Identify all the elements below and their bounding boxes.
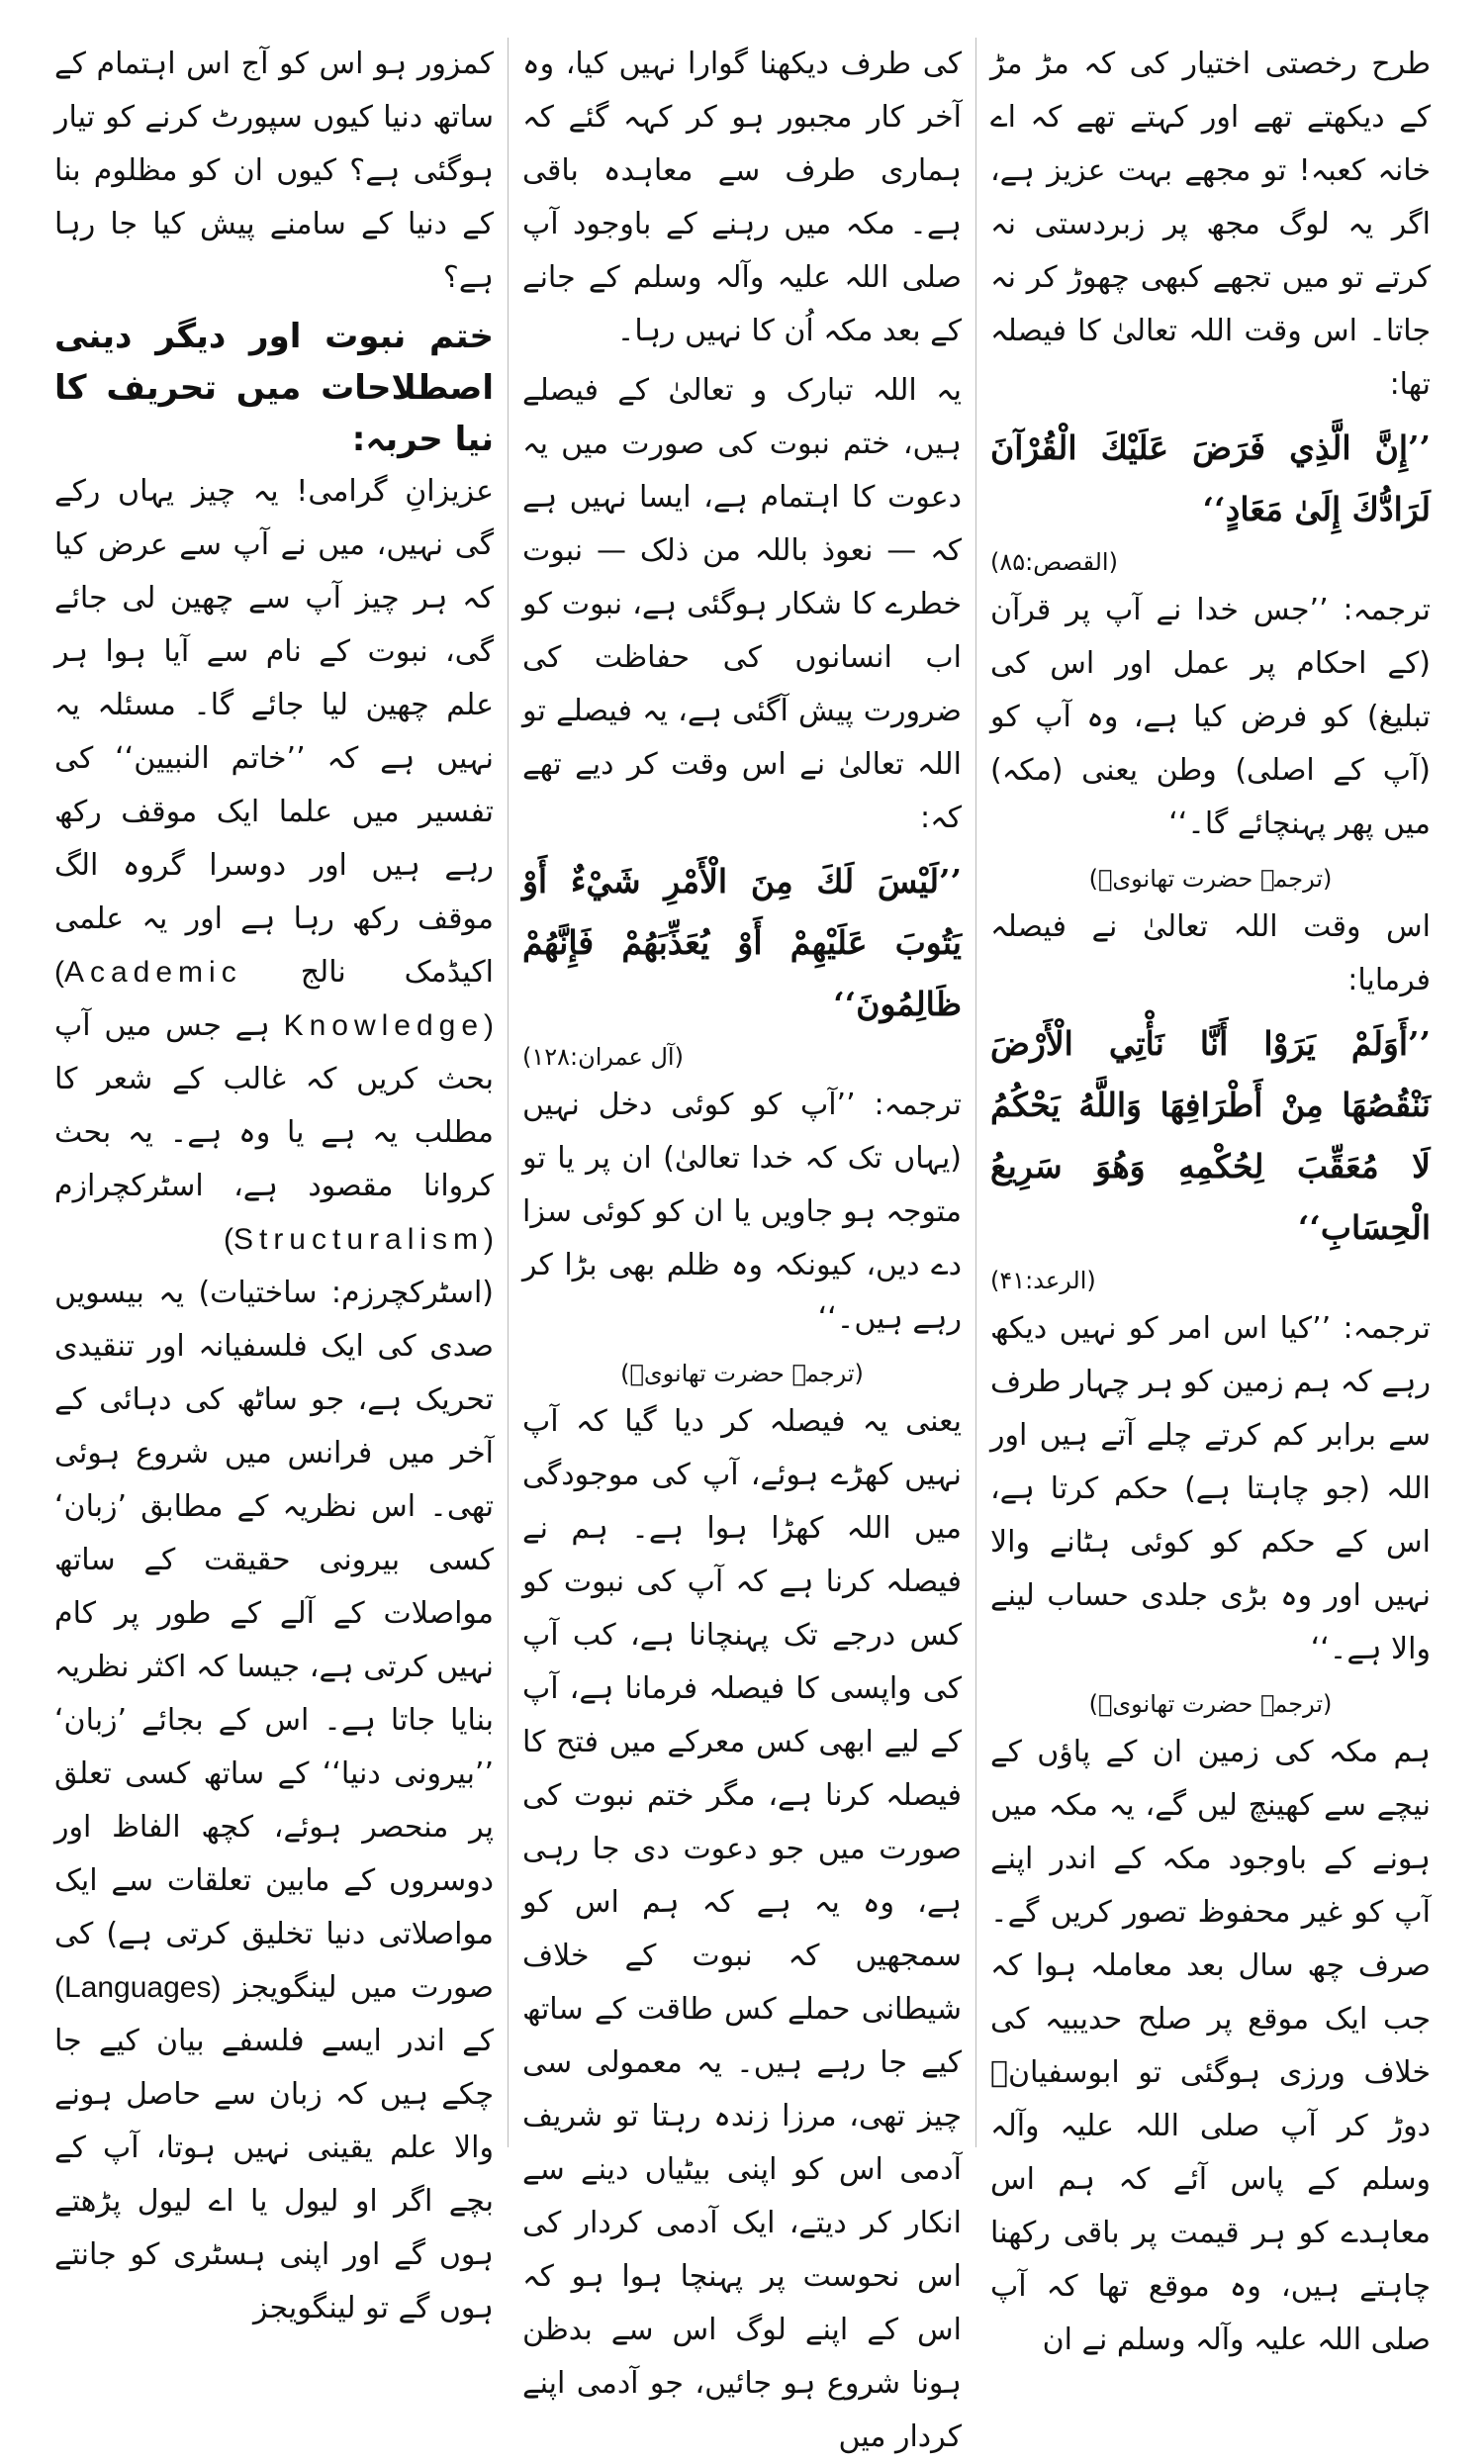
- paragraph: [54, 465, 494, 2335]
- translation-credit: (ترجمہ حضرت تھانویؒ): [620, 1360, 864, 1387]
- paragraph-text: (اسٹرکچرزم: ساختیات) یہ بیسویں صدی کی ایک فلسفیانہ اور تنقیدی تحریک ہے، جو ساٹھ کی دہائی کے آخر میں فرانس میں شروع ہوئی تھی۔ اس نظریہ کے مطابق ’زبان‘ کسی بیرونی حقیقت کے ساتھ مواصلات کے آلے کے طور پر کام نہیں کرتی ہے، جیسا کہ اکثر نظریہ بنایا جاتا ہے۔ اس کے بجائے ’زبان‘ ’’بیرونی دنیا‘‘ کے ساتھ کسی تعلق پر منحصر ہوئے، کچھ الفاظ اور دوسروں کے مابین تعلقات سے ایک مواصلاتی دنیا تخلیق کرتی ہے) کی صورت میں لینگویجز: [54, 1276, 494, 2005]
- translation: ترجمہ: ’’جس خدا نے آپ پر قرآن (کے احکام پر عمل اور اس کی تبلیغ) کو فرض کیا ہے، وہ آپ کو (آپ کے اصلی) وطن یعنی (مکہ) میں پھر پہنچائے گا۔‘‘: [990, 593, 1431, 841]
- paragraph: یعنی یہ فیصلہ کر دیا گیا کہ آپ نہیں کھڑے ہوئے، آپ کی موجودگی میں اللہ کھڑا ہوا ہے۔ ہم نے فیصلہ کرنا ہے کہ آپ کی نبوت کو کس درجے تک پہنچانا ہے، کب آپ کی واپسی کا فیصلہ فرمانا ہے، آپ کے لیے ابھی کس معرکے میں فتح کا فیصلہ کرنا ہے، مگر ختم نبوت کی صورت میں جو دعوت دی جا رہی ہے، وہ یہ ہے کہ ہم اس کو سمجھیں کہ نبوت کے خلاف شیطانی حملے کس طاقت کے ساتھ کیے جا رہے ہیں۔ یہ معمولی سی چیز تھی، مرزا زندہ رہتا تو شریف آدمی اس کو اپنی بیٹیاں دینے سے انکار کر دیتے، ایک آدمی کردار کی اس نحوست پر پہنچا ہوا ہو کہ اس کے اپنے لوگ اس سے بدظن ہونا شروع ہو جائیں، جو آدمی اپنے کردار میں: [522, 1404, 962, 2454]
- english-term: Knowledge): [283, 1009, 495, 1042]
- quran-verse: ’’لَيْسَ لَكَ مِنَ الْأَمْرِ شَيْءٌ أَوْ يَتُوبَ عَلَيْهِمْ أَوْ يُعَذِّبَهُمْ فَإِنَّهُمْ ظَالِمُونَ‘‘: [522, 862, 962, 1023]
- paragraph: یہ اللہ تبارک و تعالیٰ کے فیصلے ہیں، ختم نبوت کی صورت میں یہ دعوت کا اہتمام ہے، ایسا نہیں ہے کہ — نعوذ باللہ من ذلک — نبوت خطرے کا شکار ہوگئی ہے، نبوت کو اب انسانوں کی حفاظت کی ضرورت پیش آگئی ہے، یہ فیصلے تو اللہ تعالیٰ نے اس وقت کر دیے تھے کہ:: [522, 373, 962, 835]
- column-left: [41, 38, 509, 2325]
- paragraph-text: عزیزانِ گرامی! یہ چیز یہاں رکے گی نہیں، میں نے آپ سے عرض کیا کہ ہر چیز آپ سے چھین لی جائے گی، نبوت کے نام سے آیا ہوا ہر علم چھین لیا جائے گا۔ مسئلہ یہ نہیں ہے کہ ’’خاتم النبیین‘‘ کی تفسیر میں علما ایک موقف رکھ رہے ہیں اور دوسرا گروہ الگ موقف رکھ رہا ہے اور یہ علمی اکیڈمک نالج: [54, 474, 494, 990]
- paragraph: اس وقت اللہ تعالیٰ نے فیصلہ فرمایا:: [990, 909, 1431, 997]
- english-term: (Structuralism): [223, 1223, 494, 1256]
- column-right: [976, 38, 1444, 2357]
- paragraph-text: ہے جس میں آپ بحث کریں کہ غالب کے شعر کا مطلب یہ ہے یا وہ ہے۔ یہ بحث کروانا مقصود ہے، اسٹرکچرازم: [54, 1008, 494, 1203]
- verse-reference: (الرعد:۴۱): [990, 1267, 1096, 1294]
- paragraph: ہم مکہ کی زمین ان کے پاؤں کے نیچے سے کھینچ لیں گے، یہ مکہ میں ہونے کے باوجود مکہ کے اندر اپنے آپ کو غیر محفوظ تصور کریں گے۔ صرف چھ سال بعد معاملہ ہوا کہ جب ایک موقع پر صلح حدیبیہ کی خلاف ورزی ہوگئی تو ابوسفیانؓ دوڑ کر آپ صلی اللہ علیہ وآلہ وسلم کے پاس آئے کہ ہم اس معاہدے کو ہر قیمت پر باقی رکھنا چاہتے ہیں، وہ موقع تھا کہ آپ صلی اللہ علیہ وآلہ وسلم نے ان: [990, 1735, 1431, 2357]
- translation-credit: (ترجمہ حضرت تھانویؒ): [1088, 1690, 1333, 1718]
- translation: ترجمہ: ’’آپ کو کوئی دخل نہیں (یہاں تک کہ خدا تعالیٰ) ان پر یا تو متوجہ ہو جاویں یا ان کو کوئی سزا دے دیں، کیونکہ وہ ظلم بھی بڑا کر رہے ہیں۔‘‘: [522, 1088, 962, 1336]
- paragraph: کمزور ہو اس کو آج اس اہتمام کے ساتھ دنیا کیوں سپورٹ کرنے کو تیار ہوگئی ہے؟ کیوں ان کو مظلوم بنا کے دنیا کے سامنے پیش کیا جا رہا ہے؟: [54, 47, 494, 295]
- paragraph: کی طرف دیکھنا گوارا نہیں کیا، وہ آخر کار مجبور ہو کر کہہ گئے کہ ہماری طرف سے معاہدہ باقی ہے۔ مکہ میں رہنے کے باوجود آپ صلی اللہ علیہ وآلہ وسلم کے جانے کے بعد مکہ اُن کا نہیں رہا۔: [522, 47, 962, 348]
- translation-credit: (ترجمہ حضرت تھانویؒ): [1088, 865, 1333, 893]
- translation: ترجمہ: ’’کیا اس امر کو نہیں دیکھ رہے کہ ہم زمین کو ہر چہار طرف سے برابر کم کرتے چلے آتے ہیں اور اللہ (جو چاہتا ہے) حکم کرتا ہے، اس کے حکم کو کوئی ہٹانے والا نہیں اور وہ بڑی جلدی حساب لینے والا ہے۔‘‘: [990, 1311, 1431, 1666]
- verse-reference: (القصص:۸۵): [990, 548, 1118, 576]
- section-heading: ختم نبوت اور دیگر دینی اصطلاحات میں تحریف کا نیا حربہ:: [54, 317, 494, 459]
- english-term: (Academic: [54, 956, 242, 989]
- english-term: (Languages): [54, 1971, 222, 2004]
- paragraph-text: کے اندر ایسے فلسفے بیان کیے جا چکے ہیں کہ زبان سے حاصل ہونے والا علم یقینی نہیں ہوتا، آپ کے بچے اگر او لیول یا اے لیول پڑھتے ہوں گے اور اپنی ہسٹری کو جانتے ہوں گے تو لینگویجز: [54, 2024, 494, 2325]
- column-middle: [509, 38, 976, 2454]
- verse-reference: (آل عمران:۱۲۸): [522, 1043, 684, 1071]
- quran-verse: ’’أَوَلَمْ يَرَوْا أَنَّا نَأْتِي الْأَرْضَ نَنْقُصُهَا مِنْ أَطْرَافِهَا وَاللَّهُ يَحْكُمُ لَا مُعَقِّبَ لِحُكْمِهِ وَهُوَ سَرِيعُ الْحِسَابِ‘‘: [990, 1024, 1431, 1247]
- quran-verse: ’’إِنَّ الَّذِي فَرَضَ عَلَيْكَ الْقُرْآنَ لَرَادُّكَ إِلَىٰ مَعَادٍ‘‘: [990, 428, 1431, 528]
- paragraph: طرح رخصتی اختیار کی کہ مڑ مڑ کے دیکھتے تھے اور کہتے تھے کہ اے خانہ کعبہ! تو مجھے بہت عزیز ہے، اگر یہ لوگ مجھ پر زبردستی نہ کرتے تو میں تجھے کبھی چھوڑ کر نہ جاتا۔ اس وقت اللہ تعالیٰ کا فیصلہ تھا:: [990, 47, 1431, 402]
